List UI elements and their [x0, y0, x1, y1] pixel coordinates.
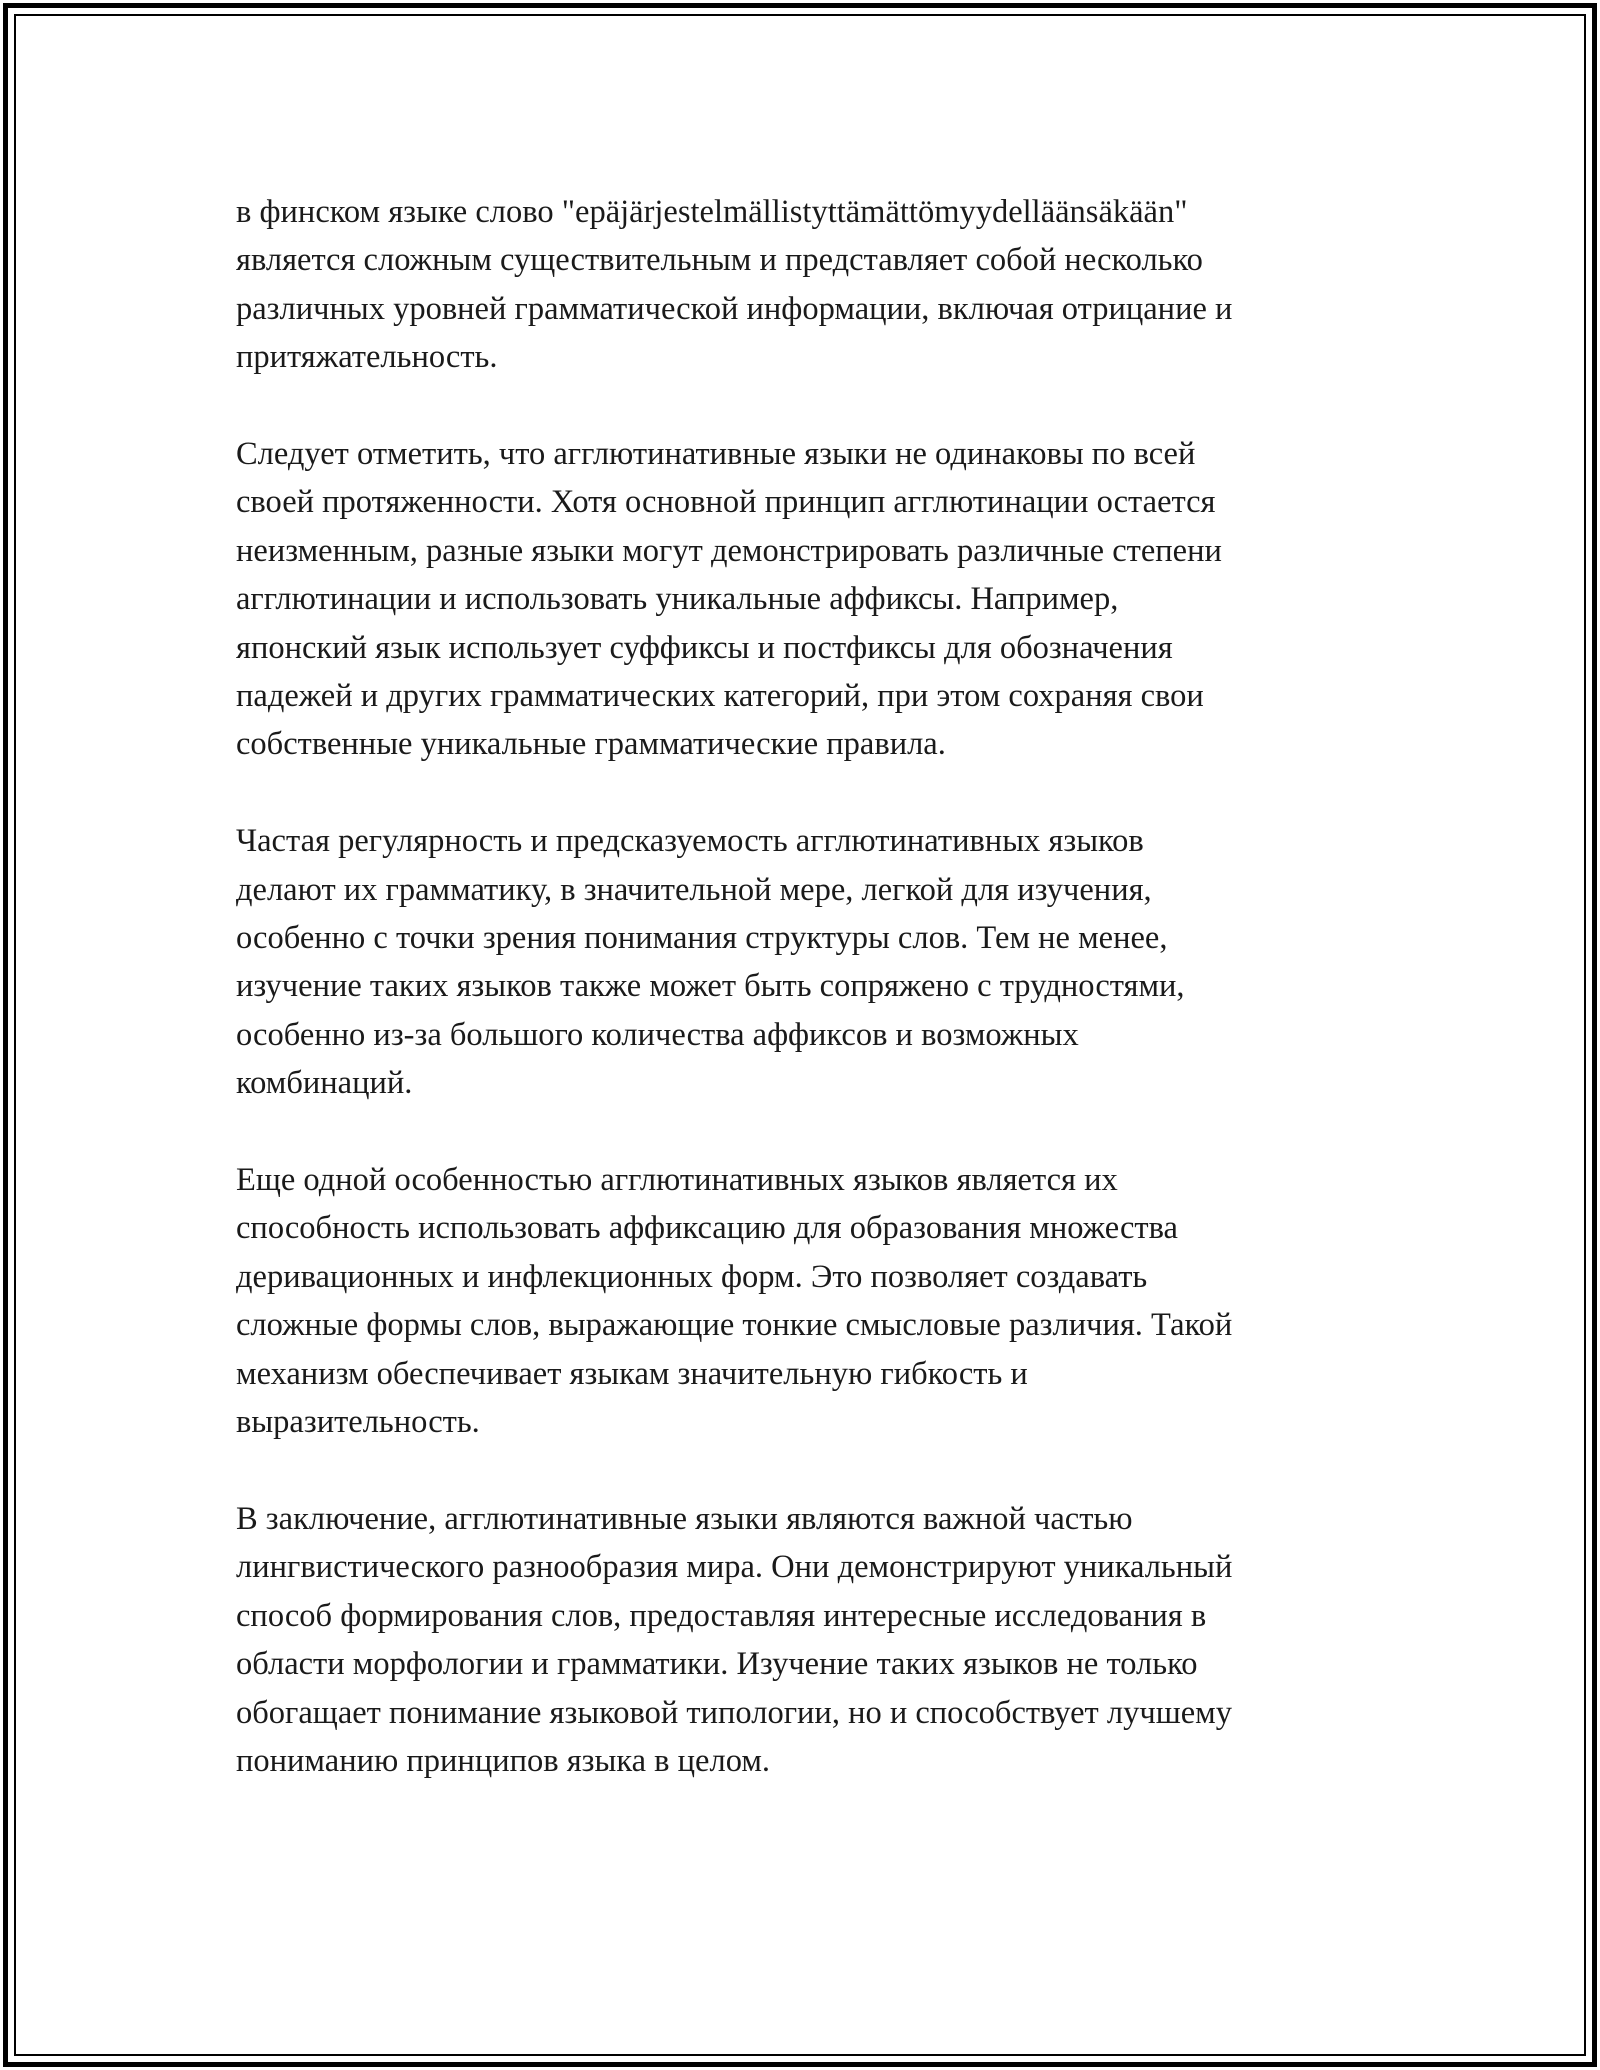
paragraph-affixation-forms: Еще одной особенностью агглютинативных языков является их способность использовать аффиксацию для образования множества деривационных и инфлекционных форм. Это позволяет создавать сложные формы слов, выражающие тонкие смысловые различия. Такой механизм обеспечивает языкам значительную гибкость и выразительность. — [236, 1162, 1233, 1441]
paragraph-conclusion: В заключение, агглютинативные языки являются важной частью лингвистического разнообразия мира. Они демонстрируют уникальный способ формирования слов, предоставляя интересные исследования в области морфологии и грамматики. Изучение таких языков не только обогащает понимание языковой типологии, но и способствует лучшему пониманию принципов языка в целом. — [236, 1500, 1233, 1779]
document-body — [236, 188, 1386, 1834]
paragraph-agglutination-variation: Следует отметить, что агглютинативные языки не одинаковы по всей своей протяженности. Хотя основной принцип агглютинации остается неизменным, разные языки могут демонстрировать различные степени агглютинации и использовать уникальные аффиксы. Например, японский язык использует суффиксы и постфиксы для обозначения падежей и других грамматических категорий, при этом сохраняя свои собственные уникальные грамматические правила. — [236, 436, 1222, 763]
paragraph-regularity-learning: Частая регулярность и предсказуемость агглютинативных языков делают их грамматику, в значительной мере, легкой для изучения, особенно с точки зрения понимания структуры слов. Тем не менее, изучение таких языков также может быть сопряжено с трудностями, особенно из-за большого количества аффиксов и возможных комбинаций. — [236, 823, 1185, 1102]
paragraph-finnish-word-example: в финском языке слово "epäjärjestelmällistyttämättömyydelläänsäkään" является сложным существительным и представляет собой несколько различных уровней грамматической информации, включая отрицание и притяжательность. — [236, 194, 1233, 376]
